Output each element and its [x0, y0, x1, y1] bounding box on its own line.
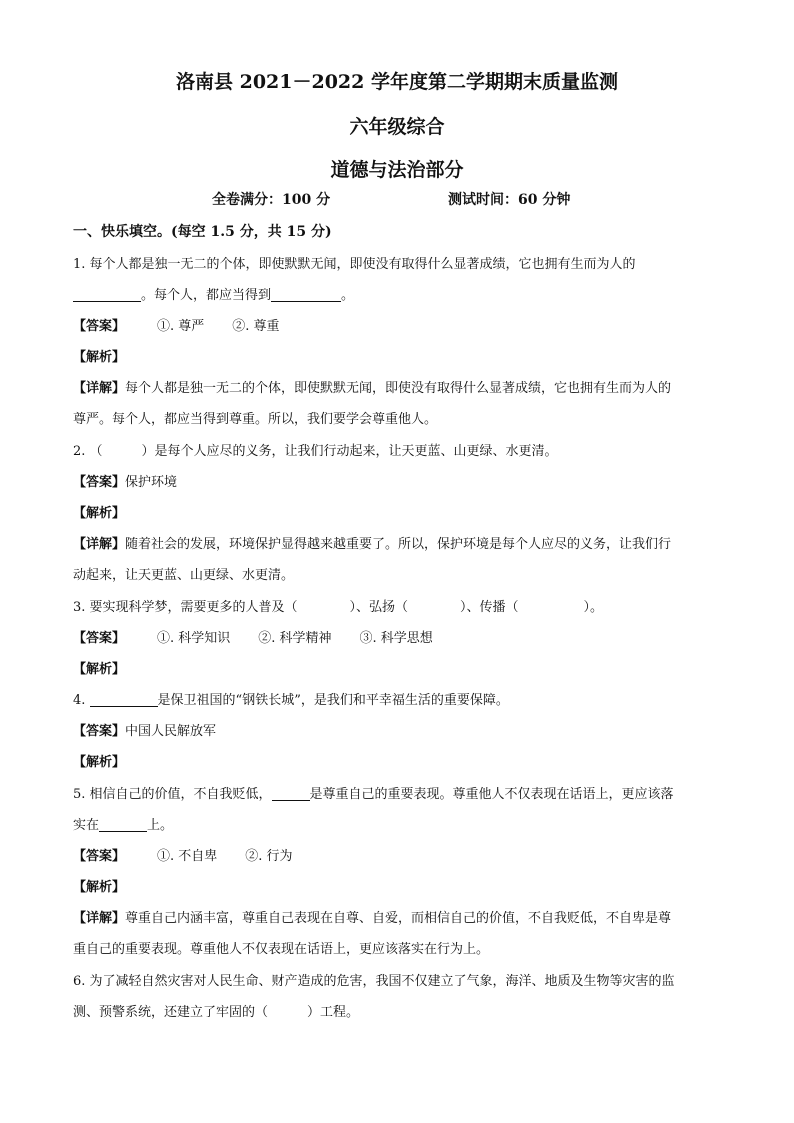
answer-option: ①. 不自卑: [157, 849, 218, 864]
question-1-analysis: [73, 348, 733, 368]
question-4-line1: [73, 691, 733, 711]
answer-label: 【答案】: [73, 724, 126, 739]
exam-subtitle: 六年级综合: [349, 116, 445, 138]
test-time: 测试时间：60 分钟: [448, 192, 571, 208]
question-5-text: 上。: [147, 818, 174, 833]
answer-option: ①. 尊严: [157, 319, 205, 334]
answer-blank: [90, 692, 158, 707]
question-5-line2: [73, 816, 733, 836]
answer-option: ②. 行为: [245, 849, 293, 864]
question-5-line1: [73, 785, 733, 805]
detail-label: 【详解】: [73, 381, 126, 396]
detail-text: 随着社会的发展，环境保护显得越来越重要了。所以，保护环境是每个人应尽的义务，让我们行: [125, 537, 672, 552]
question-3-answer: [73, 629, 733, 649]
question-2-analysis: [73, 504, 733, 524]
analysis-label: 【解析】: [73, 506, 126, 521]
question-5-text: 实在: [73, 818, 100, 833]
answer-blank: [271, 287, 341, 302]
question-2-answer: [73, 473, 733, 493]
analysis-label: 【解析】: [73, 350, 126, 365]
question-1-answer: [73, 317, 733, 337]
question-4-text: 是保卫祖国的“钢铁长城”，是我们和平幸福生活的重要保障。: [157, 693, 509, 708]
analysis-label: 【解析】: [73, 880, 126, 895]
detail-label: 【详解】: [73, 911, 126, 926]
question-2-line1: 2. （ ）是每个人应尽的义务，让我们行动起来，让天更蓝、山更绿、水更清。: [73, 444, 558, 459]
answer-option: ②. 尊重: [232, 319, 280, 334]
answer-label: 【答案】: [73, 475, 126, 490]
answer-blank: [99, 817, 147, 832]
answer-blank: [272, 786, 310, 801]
question-1-detail1: [73, 379, 733, 399]
answer-text: 保护环境: [125, 475, 178, 490]
answer-option: ①. 科学知识: [157, 631, 231, 646]
question-5-text: 是尊重自己的重要表现。尊重他人不仅表现在话语上，更应该落: [309, 787, 674, 802]
question-1-end: 。: [341, 288, 355, 303]
detail-label: 【详解】: [73, 537, 126, 552]
detail-text: 每个人都是独一无二的个体，即使默默无闻，即使没有取得什么显著成绩，它也拥有生而为人的: [125, 381, 672, 396]
analysis-label: 【解析】: [73, 662, 126, 677]
question-6-line1: 6. 为了减轻自然灾害对人民生命、财产造成的危害，我国不仅建立了气象，海洋、地质及生物等灾害的监: [73, 974, 675, 989]
question-5-analysis: [73, 878, 733, 898]
question-1-line1: 1. 每个人都是独一无二的个体，即使默默无闻，即使没有取得什么显著成绩，它也拥有生而为人的: [73, 257, 636, 272]
answer-label: 【答案】: [73, 849, 126, 864]
answer-label: 【答案】: [73, 631, 126, 646]
exam-title: 洛南县 2021－2022 学年度第二学期期末质量监测: [176, 71, 618, 93]
analysis-label: 【解析】: [73, 755, 126, 770]
question-4-analysis: [73, 753, 733, 773]
question-5-detail1: [73, 909, 733, 929]
question-5-detail2: 重自己的重要表现。尊重他人不仅表现在话语上，更应该落实在行为上。: [73, 942, 490, 957]
question-5-text: 5. 相信自己的价值，不自我贬低，: [73, 787, 272, 802]
answer-option: ③. 科学思想: [359, 631, 433, 646]
question-2-detail1: [73, 535, 733, 555]
question-number: 4.: [73, 693, 90, 708]
answer-option: ②. 科学精神: [258, 631, 332, 646]
question-3-analysis: [73, 660, 733, 680]
question-1-text: 。每个人，都应当得到: [141, 288, 272, 303]
question-1-line2: [73, 286, 733, 306]
exam-part: 道德与法治部分: [330, 159, 464, 181]
question-1-detail2: 尊严。每个人，都应当得到尊重。所以，我们要学会尊重他人。: [73, 412, 438, 427]
detail-text: 尊重自己内涵丰富，尊重自己表现在自尊、自爱，而相信自己的价值，不自我贬低，不自卑是尊: [125, 911, 672, 926]
answer-label: 【答案】: [73, 319, 126, 334]
full-score: 全卷满分：100 分: [212, 192, 331, 208]
answer-text: 中国人民解放军: [125, 724, 217, 739]
question-2-detail2: 动起来，让天更蓝、山更绿、水更清。: [73, 568, 295, 583]
question-5-answer: [73, 847, 733, 867]
question-3-line1: 3. 要实现科学梦，需要更多的人普及（ ）、弘扬（ ）、传播（ ）。: [73, 600, 604, 615]
answer-blank: [73, 287, 141, 302]
section-heading: 一、快乐填空。(每空 1.5 分，共 15 分): [73, 224, 332, 240]
question-4-answer: [73, 722, 733, 742]
question-6-line2: 测、预警系统，还建立了牢固的（ ）工程。: [73, 1005, 360, 1020]
